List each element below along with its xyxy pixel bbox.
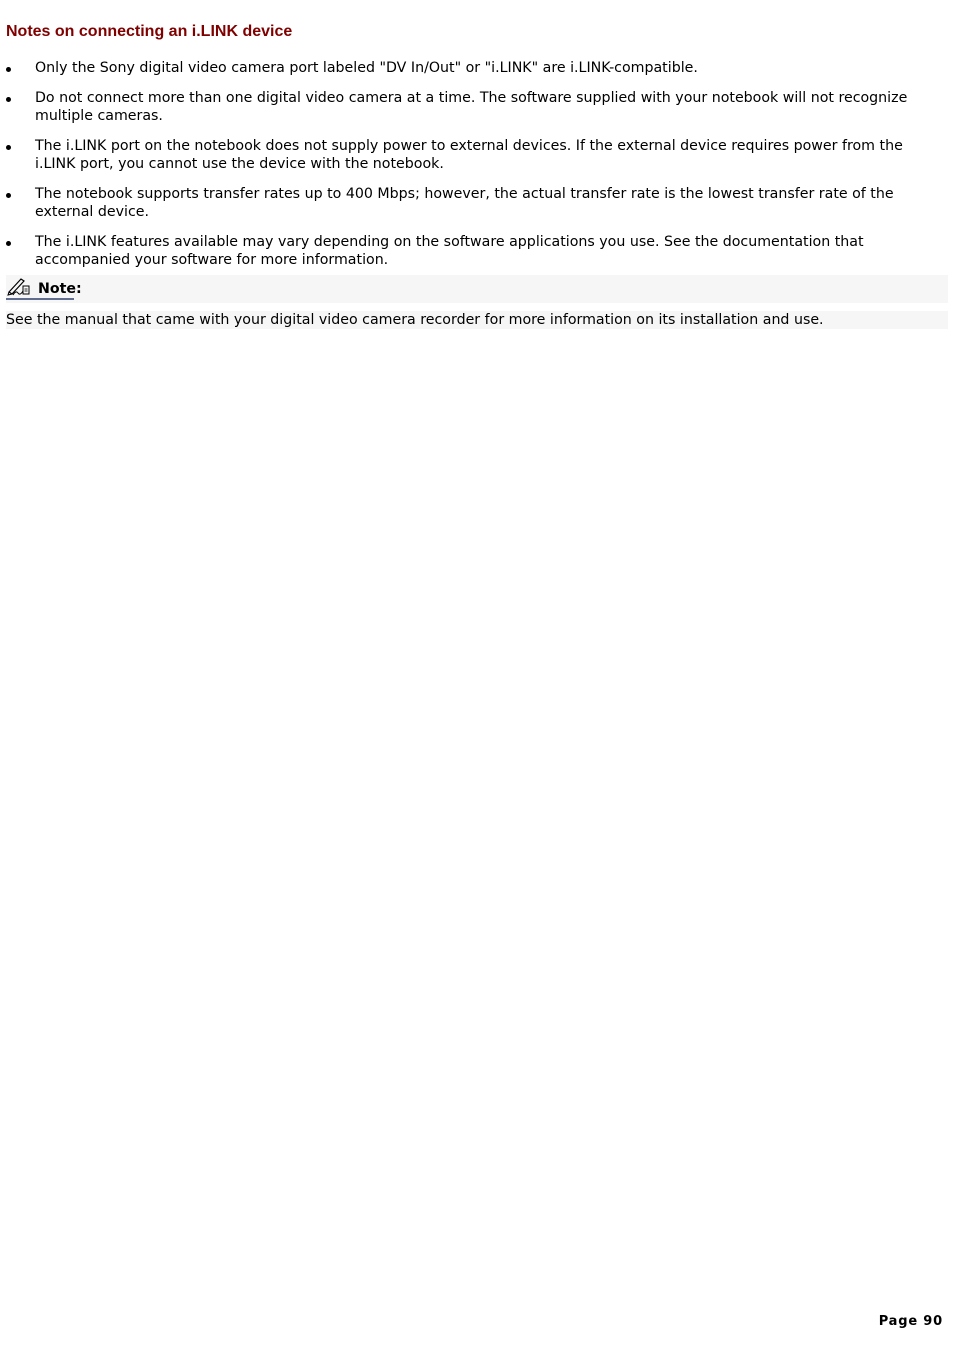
bullet-text: The notebook supports transfer rates up to 400 Mbps; however, the actual transfer rate is the lowest transfer rate of the external device. — [35, 186, 894, 220]
notes-bullet-list — [0, 59, 930, 281]
bullet-text: The i.LINK port on the notebook does not supply power to external devices. If the external device requires power from the i.LINK port, you cannot use the device with the notebook. — [35, 138, 903, 172]
bullet-icon — [6, 145, 11, 150]
pencil-writing-icon — [7, 276, 31, 296]
bullet-item — [0, 137, 930, 173]
note-text: See the manual that came with your digital video camera recorder for more information on its installation and use. — [6, 311, 948, 329]
bullet-text: Do not connect more than one digital video camera at a time. The software supplied with your notebook will not recognize multiple cameras. — [35, 90, 908, 124]
bullet-item — [0, 185, 930, 221]
bullet-icon — [6, 97, 11, 102]
bullet-item — [0, 89, 930, 125]
note-label: Note: — [38, 281, 82, 297]
bullet-item — [0, 233, 930, 269]
page-number: Page 90 — [878, 1314, 943, 1329]
page-heading: Notes on connecting an i.LINK device — [6, 23, 293, 40]
bullet-icon — [6, 193, 11, 198]
bullet-item — [0, 59, 930, 77]
bullet-text: Only the Sony digital video camera port labeled "DV In/Out" or "i.LINK" are i.LINK-compatible. — [35, 60, 698, 76]
bullet-icon — [6, 67, 11, 72]
note-underline — [6, 298, 74, 300]
bullet-icon — [6, 241, 11, 246]
bullet-text: The i.LINK features available may vary depending on the software applications you use. See the documentation that accompanied your software for more information. — [35, 234, 864, 268]
note-header — [6, 275, 948, 303]
